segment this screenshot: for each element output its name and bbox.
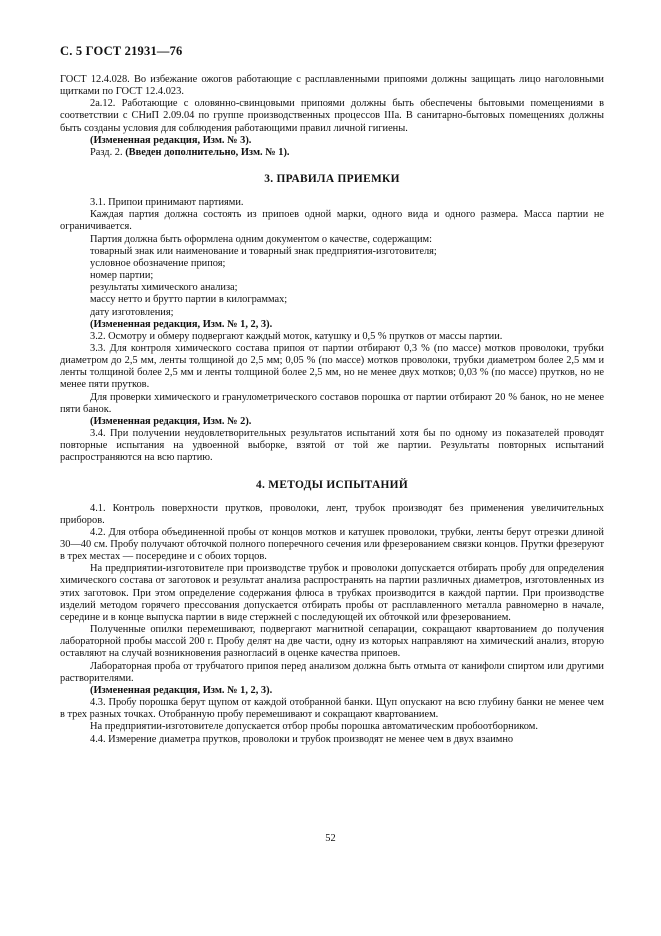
- list-item: номер партии;: [90, 270, 154, 282]
- amendment-note-4: (Измененная редакция, Изм. № 1, 2, 3).: [90, 684, 273, 696]
- paragraph-party: Каждая партия должна состоять из припоев одной марки, одного вида и одного размера. Масса партии не ограничивается.: [60, 209, 604, 233]
- paragraph-4-1: 4.1. Контроль поверхности прутков, проволоки, лент, трубок производят без применения увеличительных приборов.: [60, 502, 604, 526]
- page-header: С. 5 ГОСТ 21931—76: [60, 44, 183, 58]
- amendment-note-1: (Измененная редакция, Изм. № 3).: [90, 134, 252, 146]
- paragraph-quality-document: Партия должна быть оформлена одним документом о качестве, содержащим:: [90, 233, 433, 245]
- paragraph-4-2-lab-sample: Лабораторная проба от трубчатого припоя перед анализом должна быть отмыта от канифоли спиртом или другими растворителями.: [60, 660, 604, 684]
- amendment-note-3: (Измененная редакция, Изм. № 2).: [90, 415, 252, 427]
- paragraph-3-4: 3.4. При получении неудовлетворительных результатов испытаний хотя бы по одному из показателей проводят повторные испытания на удвоенной выборке, взятой от той же партии. Результаты повторных испытаний распространяются на всю партию.: [60, 428, 604, 464]
- paragraph-4-2: 4.2. Для отбора объединенной пробы от концов мотков и катушек проволоки, трубки, ленты берут отрезки длиной 30—40 см. Пробу получают обточкой полного поперечного сечения или фрезерованием связки концов. Прутки фрезеруют в трех местах — посередине и с обоих торцов.: [60, 526, 604, 563]
- section2-note-bold: (Введен дополнительно, Изм. № 1).: [125, 146, 290, 158]
- paragraph-2a12: 2а.12. Работающие с оловянно-свинцовыми припоями должны быть обеспечены бытовыми помещениями в соответствии с СНиП 2.09.04 по группе производственных процессов IIIа. В санитарно-бытовых помещениях должны быть созданы условия для соблюдения работающими правил личной гигиены.: [60, 98, 604, 134]
- paragraph-4-4: 4.4. Измерение диаметра прутков, проволоки и трубок производят не менее чем в двух взаимно: [90, 733, 514, 745]
- list-item: условное обозначение припоя;: [90, 257, 226, 269]
- list-item: массу нетто и брутто партии в килограммах;: [90, 294, 288, 306]
- paragraph-4-2-manufacturer: На предприятии-изготовителе при производстве трубок и проволоки допускается отбирать пробу для определения химического состава от заготовок и результат анализа распространять на партии различных диаметров, изготовленных из этих заготовок. При этом определение содержания флюса в трубках производится в каждой партии. При производстве изделий методом горячего прессования допускается отбирать пробы от расплавленного металла равномерно в начале, середине и в конце выпуска партии в виде стержней с последующей их обточкой или фрезерованием.: [60, 563, 604, 623]
- amendment-note-2: (Измененная редакция, Изм. № 1, 2, 3).: [90, 318, 273, 330]
- section2-note-prefix: Разд. 2.: [90, 146, 126, 158]
- page-number: 52: [325, 833, 336, 844]
- paragraph-3-2: 3.2. Осмотру и обмеру подвергают каждый моток, катушку и 0,5 % прутков от массы партии.: [90, 330, 503, 342]
- section-3-heading: 3. ПРАВИЛА ПРИЕМКИ: [264, 173, 400, 186]
- paragraph-3-3: 3.3. Для контроля химического состава припоя от партии отбирают 0,3 % (по массе) мотков проволоки, трубки диаметром до 2,5 мм, ленты толщиной до 2,5 мм; 0,05 % (по массе) мотков проволоки, трубки диаметром более 2,5 мм и ленты толщиной более 2,5 мм и ленты толщиной более 2,5 мм, но не менее двух мотков; 0,03 % (по массе) прутков, но не менее пяти прутков.: [60, 342, 604, 391]
- paragraph-4-3: 4.3. Пробу порошка берут щупом от каждой отобранной банки. Щуп опускают на всю глубину банки не менее чем в трех разных точках. Отобранную пробу перемешивают и сокращают квартованием.: [60, 697, 604, 721]
- paragraph-3-1: 3.1. Припои принимают партиями.: [90, 197, 244, 209]
- paragraph-4-3-auto: На предприятии-изготовителе допускается отбор пробы порошка автоматическим пробоотборником.: [90, 721, 538, 733]
- list-item: товарный знак или наименование и товарный знак предприятия-изготовителя;: [90, 245, 437, 257]
- section-4-heading: 4. МЕТОДЫ ИСПЫТАНИЙ: [255, 478, 408, 491]
- list-item: дату изготовления;: [90, 306, 174, 318]
- paragraph-3-3-powder: Для проверки химического и гранулометрического составов порошка от партии отбирают 20 % банок, но не менее пяти банок.: [60, 391, 604, 415]
- paragraph-4-2-shavings: Полученные опилки перемешивают, подвергают магнитной сепарации, сокращают квартованием до получения лабораторной пробы массой 200 г. Пробу делят на две части, одну из которых направляют на химический анализ, вторую оставляют на случай возникновения разногласий в оценке качества припоев.: [60, 624, 604, 660]
- paragraph-gost-continuation: ГОСТ 12.4.028. Во избежание ожогов работающие с расплавленными припоями должны защищать лицо наголовными щитками по ГОСТ 12.4.023.: [60, 74, 604, 98]
- list-item: результаты химического анализа;: [90, 282, 238, 294]
- section2-note: [60, 147, 604, 159]
